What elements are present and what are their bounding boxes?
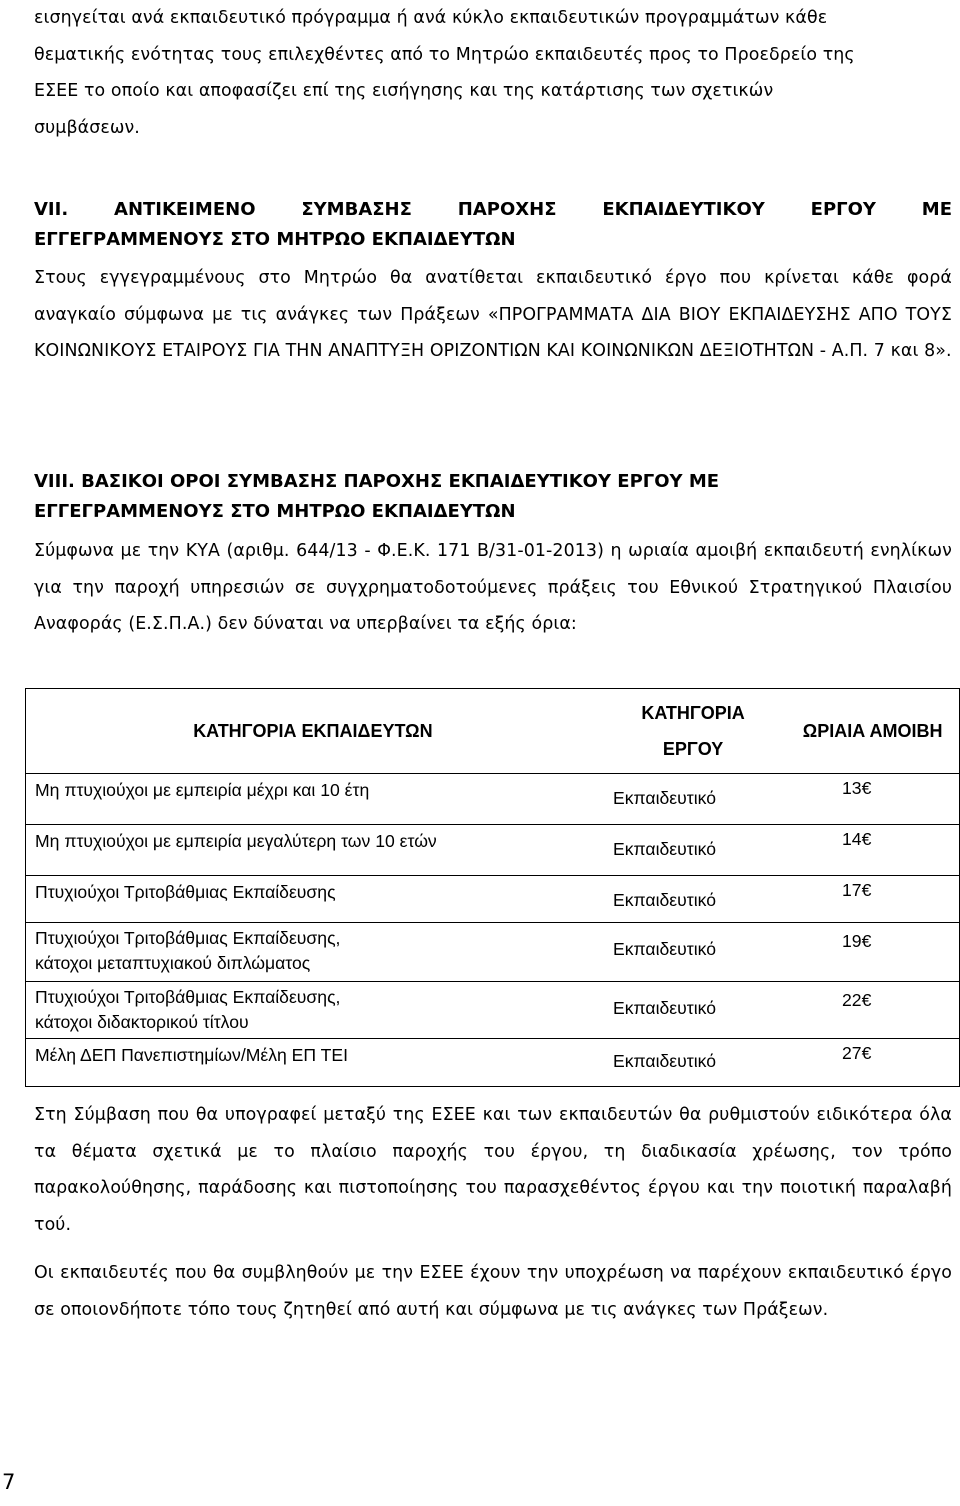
- header-hourly-fee: ΩΡΙΑΙΑ ΑΜΟΙΒΗ: [802, 720, 943, 741]
- section-8-heading-line1: VIII. ΒΑΣΙΚΟΙ ΟΡΟΙ ΣΥΜΒΑΣΗΣ ΠΑΡΟΧΗΣ ΕΚΠΑΙΔΕΥΤΙΚΟΥ ΕΡΓΟΥ ΜΕ: [34, 471, 720, 492]
- header-work-line2: ΕΡΓΟΥ: [662, 739, 724, 759]
- page-number: 7: [2, 1470, 16, 1494]
- closing-paragraph-2: Οι εκπαιδευτές που θα συμβληθούν με την ΕΣΕΕ έχουν την υποχρέωση να παρέχουν εκπαιδευτικό έργο σε οποιονδήποτε τόπο τους ζητηθεί από αυτή και σύμφωνα με τις ανάγκες των Πράξεων.: [34, 1263, 952, 1320]
- row-fee: 14€: [842, 829, 872, 849]
- header-work-category: [600, 689, 787, 773]
- intro-line: συμβάσεων.: [34, 117, 140, 138]
- closing-paragraph-1: Στη Σύμβαση που θα υπογραφεί μεταξύ της ΕΣΕΕ και των εκπαιδευτών θα ρυθμιστούν ειδικότερα όλα τα θέματα σχετικά με το πλαίσιο παροχής του έργου, τη διαδικασία χρέωσης, τον τρόπο παρακολούθησης, παράδοσης και πιστοποίησης του παρασχεθέντος έργου και την ποιοτική παραλαβή τού.: [34, 1105, 952, 1235]
- table-row: [26, 774, 959, 825]
- row-work: Εκπαιδευτικό: [613, 998, 716, 1018]
- section-7-heading-line2: ΕΓΓΕΓΡΑΜΜΕΝΟΥΣ ΣΤΟ ΜΗΤΡΩΟ ΕΚΠΑΙΔΕΥΤΩΝ: [34, 229, 516, 250]
- intro-line: εισηγείται ανά εκπαιδευτικό πρόγραμμα ή ανά κύκλο εκπαιδευτικών προγραμμάτων κάθε: [34, 8, 828, 28]
- row-work: Εκπαιδευτικό: [613, 1051, 716, 1071]
- row-category: Πτυχιούχοι Τριτοβάθμιας Εκπαίδευσης: [35, 882, 336, 902]
- row-work: Εκπαιδευτικό: [613, 890, 716, 910]
- row-work: Εκπαιδευτικό: [613, 939, 716, 959]
- intro-line: ΕΣΕΕ το οποίο και αποφασίζει επί της εισήγησης και της κατάρτισης των σχετικών: [34, 81, 774, 101]
- section-8-heading-line2: ΕΓΓΕΓΡΑΜΜΕΝΟΥΣ ΣΤΟ ΜΗΤΡΩΟ ΕΚΠΑΙΔΕΥΤΩΝ: [34, 501, 516, 522]
- row-category-line2: κάτοχοι διδακτορικού τίτλου: [35, 1012, 249, 1032]
- header-work-line1: ΚΑΤΗΓΟΡΙΑ: [641, 703, 745, 723]
- row-fee: 22€: [842, 990, 872, 1010]
- table-row: [26, 876, 959, 923]
- table-row: [26, 825, 959, 876]
- row-category: Μη πτυχιούχοι με εμπειρία μεγαλύτερη των 10 ετών: [35, 831, 437, 851]
- row-category: Μη πτυχιούχοι με εμπειρία μέχρι και 10 έτη: [35, 780, 370, 800]
- row-category: [35, 926, 595, 976]
- section-7-heading-line1: VII. ΑΝΤΙΚΕΙΜΕΝΟ ΣΥΜΒΑΣΗΣ ΠΑΡΟΧΗΣ ΕΚΠΑΙΔΕΥΤΙΚΟΥ ΕΡΓΟΥ ΜΕ: [34, 199, 952, 220]
- row-category: [35, 985, 595, 1035]
- table-header-row: [26, 689, 959, 774]
- header-category: ΚΑΤΗΓΟΡΙΑ ΕΚΠΑΙΔΕΥΤΩΝ: [193, 720, 433, 741]
- row-fee: 19€: [842, 931, 872, 951]
- section-8-body: Σύμφωνα με την ΚΥΑ (αριθμ. 644/13 - Φ.Ε.Κ. 171 Β/31-01-2013) η ωριαία αμοιβή εκπαιδευτή ενηλίκων για την παροχή υπηρεσιών σε συγχρηματοδοτούμενες πράξεις του Εθνικού Στρατηγικού Πλαισίου Αναφοράς (Ε.Σ.Π.Α.) δεν δύναται να υπερβαίνει τα εξής όρια:: [34, 541, 952, 634]
- section-7-heading: [34, 195, 952, 255]
- row-work: Εκπαιδευτικό: [613, 788, 716, 808]
- row-fee: 13€: [842, 778, 872, 798]
- intro-line: θεματικής ενότητας τους επιλεχθέντες από το Μητρώο εκπαιδευτές προς το Προεδρείο της: [34, 44, 855, 65]
- row-work: Εκπαιδευτικό: [613, 839, 716, 859]
- table-row: [26, 923, 959, 982]
- table-row: [26, 982, 959, 1039]
- section-8-heading: [34, 467, 952, 527]
- row-category-line1: Πτυχιούχοι Τριτοβάθμιας Εκπαίδευσης,: [35, 987, 341, 1007]
- row-category: Μέλη ΔΕΠ Πανεπιστημίων/Μέλη ΕΠ ΤΕΙ: [35, 1045, 349, 1065]
- section-7-body: Στους εγγεγραμμένους στο Μητρώο θα ανατίθεται εκπαιδευτικό έργο που κρίνεται κάθε φορά αναγκαίο σύμφωνα με τις ανάγκες των Πράξεων «ΠΡΟΓΡΑΜΜΑΤΑ ΔΙΑ ΒΙΟΥ ΕΚΠΑΙΔΕΥΣΗΣ ΑΠΟ ΤΟΥΣ ΚΟΙΝΩΝΙΚΟΥΣ ΕΤΑΙΡΟΥΣ ΓΙΑ ΤΗΝ ΑΝΑΠΤΥΞΗ ΟΡΙΖΟΝΤΙΩΝ ΚΑΙ ΚΟΙΝΩΝΙΚΩΝ ΔΕΞΙΟΤΗΤΩΝ - Α.Π. 7 και 8».: [34, 268, 952, 361]
- row-fee: 17€: [842, 880, 872, 900]
- table-row: [26, 1039, 959, 1086]
- fee-table: [25, 688, 960, 1087]
- row-category-line2: κάτοχοι μεταπτυχιακού διπλώματος: [35, 953, 311, 973]
- intro-paragraph: [34, 0, 952, 146]
- row-fee: 27€: [842, 1043, 872, 1063]
- row-category-line1: Πτυχιούχοι Τριτοβάθμιας Εκπαίδευσης,: [35, 928, 341, 948]
